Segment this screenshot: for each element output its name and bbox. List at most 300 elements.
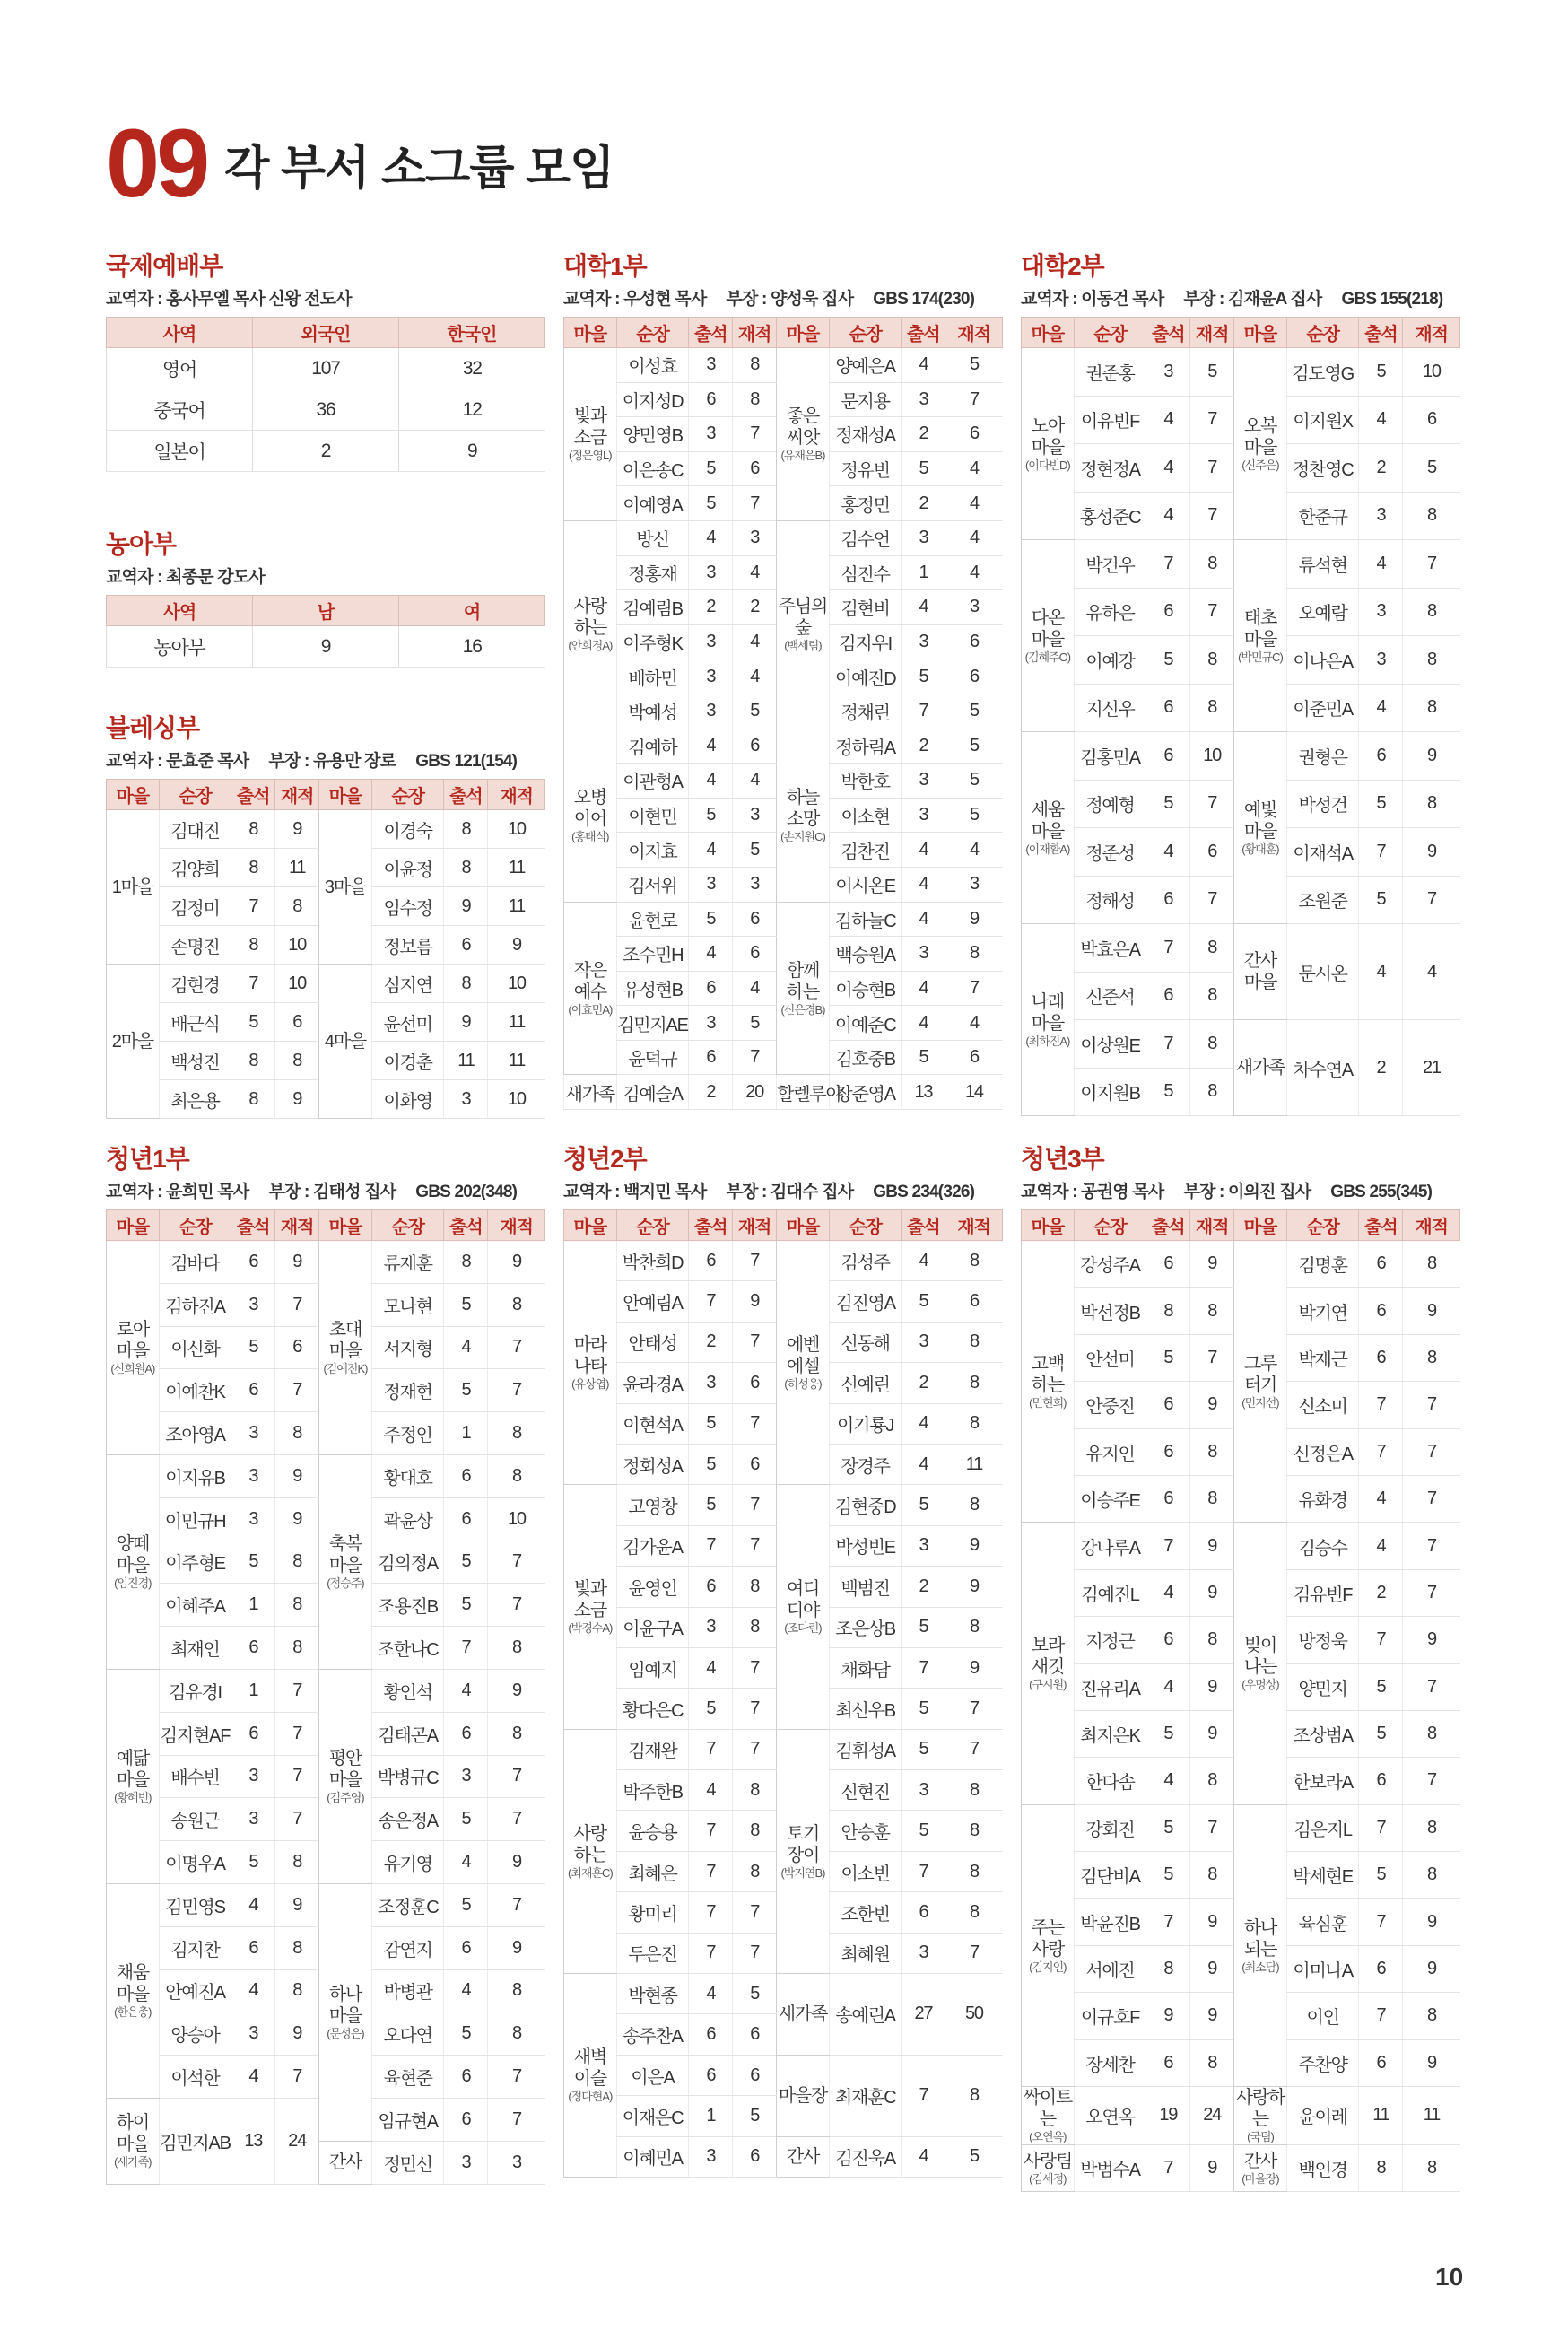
leader-name: 이현민 — [616, 798, 689, 833]
attendance-count: 6 — [689, 971, 733, 1006]
enrolled-count: 50 — [945, 1974, 1003, 2056]
enrolled-count: 11 — [488, 849, 545, 887]
village-name — [564, 1729, 617, 1973]
attendance-count: 2 — [902, 486, 945, 521]
enrolled-count: 4 — [1403, 924, 1460, 1020]
enrolled-count: 6 — [733, 729, 777, 764]
attendance-count: 5 — [1146, 1068, 1190, 1116]
village-name — [319, 810, 372, 965]
leader-name: 백승원A — [829, 937, 902, 972]
enrolled-count: 10 — [488, 965, 545, 1003]
info-item: 교역자 : 이동건 목사 — [1021, 290, 1164, 309]
attendance-count: 7 — [1359, 1993, 1403, 2039]
blessing-section — [106, 713, 545, 1119]
enrolled-count: 7 — [1403, 1382, 1460, 1428]
table-header-row — [107, 318, 545, 348]
enrolled-count: 11 — [1403, 2087, 1460, 2145]
enrolled-count: 8 — [1190, 540, 1234, 589]
attendance-count: 5 — [689, 1444, 733, 1484]
leader-name: 서지형 — [371, 1326, 444, 1369]
enrolled-count: 8 — [733, 382, 777, 417]
enrolled-count: 4 — [733, 659, 777, 694]
leader-name: 황미리 — [616, 1892, 689, 1933]
attendance-count: 4 — [444, 1326, 488, 1369]
leader-name: 이은송C — [616, 451, 689, 486]
village-leader: (민현희) — [1029, 1395, 1067, 1410]
table-row — [107, 1669, 545, 1712]
leader-name: 방정욱 — [1286, 1617, 1359, 1663]
enrolled-count: 21 — [1403, 1020, 1460, 1116]
column-header: 남 — [253, 596, 399, 626]
village-label: 에벤 에셀 — [786, 1334, 820, 1376]
enrolled-count: 10 — [488, 810, 545, 849]
enrolled-count: 8 — [945, 1485, 1003, 1525]
leader-name: 방신 — [616, 520, 689, 555]
attendance-count: 7 — [1359, 828, 1403, 877]
attendance-count: 6 — [689, 382, 733, 417]
leader-name: 류재훈 — [371, 1241, 444, 1284]
leader-name: 이민규H — [159, 1497, 231, 1541]
leader-name: 오예람 — [1286, 588, 1359, 636]
column-header: 출석 — [231, 1210, 275, 1241]
attendance-count: 6 — [444, 2056, 488, 2099]
column-header: 재적 — [1190, 1210, 1234, 1241]
attendance-count: 5 — [689, 1403, 733, 1444]
enrolled-count: 9 — [945, 1525, 1003, 1566]
village-leader: (손지원C) — [780, 829, 825, 843]
enrolled-count: 8 — [1403, 1993, 1460, 2039]
leader-name: 주찬양 — [1286, 2039, 1359, 2086]
attendance-count: 1 — [444, 1412, 488, 1455]
village-label: 간사 — [328, 2152, 362, 2173]
leader-name: 김태곤A — [371, 1712, 444, 1755]
enrolled-count: 3 — [488, 2141, 545, 2184]
leader-name: 류석현 — [1286, 540, 1359, 589]
attendance-count: 4 — [902, 902, 945, 937]
village-leader: (홍태식) — [571, 829, 609, 843]
info-item: GBS 174(230) — [873, 290, 975, 309]
leader-name: 이규호F — [1074, 1993, 1146, 2039]
leader-name: 최은용 — [159, 1080, 231, 1119]
village-name — [777, 2136, 830, 2177]
page-number: 10 — [1435, 2263, 1464, 2291]
leader-name: 김서위 — [616, 867, 689, 902]
table-row — [564, 1075, 1003, 1110]
village-label: 간사 마을 — [1243, 951, 1277, 992]
leader-name: 송주찬A — [616, 2014, 689, 2055]
table-row — [564, 520, 1003, 555]
attendance-count: 2 — [1359, 444, 1403, 493]
enrolled-count: 6 — [733, 937, 777, 972]
column-header: 재적 — [945, 318, 1003, 348]
attendance-count: 7 — [1359, 1804, 1403, 1851]
enrolled-count: 8 — [945, 1322, 1003, 1362]
leader-name: 김예하 — [616, 729, 689, 764]
leader-name: 심지연 — [371, 965, 444, 1003]
leader-name: 이유빈F — [1074, 396, 1146, 444]
enrolled-count: 5 — [1190, 348, 1234, 397]
group-table — [563, 1209, 1003, 2178]
column-header: 한국인 — [399, 318, 545, 348]
village-name — [1234, 2087, 1287, 2145]
enrolled-count: 4 — [945, 486, 1003, 521]
column-header: 마을 — [1234, 1210, 1287, 1241]
leader-name: 황다은C — [616, 1689, 689, 1729]
column-header: 마을 — [1022, 318, 1075, 348]
attendance-count: 5 — [902, 1607, 945, 1647]
village-label: 주님의 숲 — [778, 597, 828, 639]
village-label: 나래 마을 — [1031, 991, 1064, 1034]
attendance-count: 7 — [689, 1525, 733, 1566]
info-item: 교역자 : 윤희민 목사 — [106, 1183, 249, 1201]
enrolled-count: 9 — [275, 810, 319, 849]
attendance-count: 5 — [902, 451, 945, 486]
leader-name: 손명진 — [159, 926, 231, 965]
attendance-count: 8 — [231, 1042, 275, 1080]
village-name — [777, 1729, 830, 1973]
enrolled-count: 8 — [733, 1607, 777, 1647]
enrolled-count: 10 — [275, 965, 319, 1003]
column-header: 사역 — [107, 318, 253, 348]
village-leader: (문성은) — [327, 2027, 364, 2041]
info-item: GBS 255(345) — [1330, 1183, 1433, 1201]
enrolled-count: 8 — [1403, 2144, 1460, 2191]
table-cell: 2 — [689, 1075, 733, 1110]
village-label: 함께 하는 — [786, 960, 820, 1002]
village-label: 1마을 — [111, 877, 153, 897]
village-leader: (백세림) — [784, 639, 822, 653]
table-row — [564, 902, 1003, 937]
leader-name: 김찬진 — [829, 833, 902, 868]
attendance-count: 6 — [689, 1241, 733, 1281]
table-cell: 9 — [253, 626, 399, 668]
section-info — [106, 563, 545, 588]
village-label: 사랑하는 — [1235, 2088, 1285, 2130]
attendance-count: 3 — [902, 937, 945, 972]
attendance-count: 7 — [1359, 1382, 1403, 1428]
attendance-count: 5 — [689, 486, 733, 521]
enrolled-count: 9 — [1190, 1569, 1234, 1616]
table-row — [564, 1241, 1003, 1281]
enrolled-count: 8 — [733, 348, 777, 383]
enrolled-count: 8 — [275, 1541, 319, 1584]
enrolled-count: 5 — [945, 2136, 1003, 2177]
attendance-count: 6 — [689, 2055, 733, 2095]
enrolled-count: 24 — [1190, 2087, 1234, 2145]
leader-name: 이소빈 — [829, 1851, 902, 1891]
attendance-count: 3 — [902, 1525, 945, 1566]
leader-name: 한다솜 — [1074, 1758, 1146, 1804]
attendance-count: 5 — [444, 1798, 488, 1841]
village-leader: (조다린) — [784, 1621, 822, 1636]
section-title: 대학2부 — [1021, 252, 1104, 280]
table-header-row — [107, 1210, 545, 1241]
deaf-section — [106, 529, 545, 668]
leader-name: 이주형K — [616, 624, 689, 659]
attendance-count: 5 — [689, 1485, 733, 1525]
village-name — [319, 1669, 372, 1883]
attendance-count: 7 — [902, 694, 945, 729]
village-label: 평안 마을 — [328, 1749, 362, 1791]
leader-name: 이은A — [616, 2055, 689, 2095]
leader-name: 정유빈 — [829, 451, 902, 486]
enrolled-count: 9 — [1403, 2039, 1460, 2086]
leader-name: 이관형A — [616, 764, 689, 799]
section-title: 청년3부 — [1021, 1145, 1104, 1173]
attendance-count: 4 — [1146, 1569, 1190, 1616]
attendance-count: 3 — [902, 1322, 945, 1362]
attendance-count: 6 — [444, 926, 488, 965]
attendance-count: 6 — [1359, 1334, 1403, 1381]
attendance-count: 7 — [1359, 1617, 1403, 1663]
village-leader: (유재은B) — [780, 449, 825, 463]
leader-name: 박효은A — [1074, 924, 1146, 973]
leader-name: 안승훈 — [829, 1811, 902, 1851]
attendance-count: 2 — [689, 590, 733, 625]
enrolled-count: 4 — [945, 1006, 1003, 1041]
leader-name: 이나은A — [1286, 636, 1359, 685]
village-name — [107, 965, 160, 1119]
leader-name: 조한빈 — [829, 1892, 902, 1933]
attendance-count: 3 — [231, 1283, 275, 1326]
table-cell: 영어 — [107, 348, 253, 389]
leader-name: 이미나A — [1286, 1945, 1359, 1992]
village-leader: (구시원) — [1029, 1678, 1067, 1692]
attendance-count: 4 — [689, 833, 733, 868]
village-name — [564, 1241, 617, 1485]
enrolled-count: 11 — [275, 849, 319, 887]
enrolled-count: 4 — [945, 555, 1003, 590]
village-label: 태초 마을 — [1243, 607, 1277, 650]
village-name — [777, 348, 830, 521]
column-header: 마을 — [1234, 318, 1287, 348]
leader-name: 박건우 — [1074, 540, 1146, 589]
leader-name: 이예강 — [1074, 636, 1146, 685]
attendance-count: 5 — [1359, 1663, 1403, 1710]
attendance-count: 6 — [444, 2098, 488, 2141]
enrolled-count: 7 — [488, 1755, 545, 1798]
village-name — [777, 1485, 830, 1729]
attendance-count: 4 — [231, 1883, 275, 1926]
village-leader: (정은영L) — [569, 449, 612, 463]
enrolled-count: 10 — [1403, 348, 1460, 397]
leader-name: 최선우B — [829, 1689, 902, 1729]
leader-name: 정현정A — [1074, 444, 1146, 493]
attendance-count: 6 — [1146, 876, 1190, 924]
column-header: 순장 — [1286, 318, 1359, 348]
enrolled-count: 7 — [1403, 1523, 1460, 1569]
table-cell: 김예슬A — [616, 1075, 689, 1110]
attendance-count: 3 — [231, 1755, 275, 1798]
enrolled-count: 4 — [945, 520, 1003, 555]
attendance-count: 2 — [902, 417, 945, 452]
village-label: 사랑 하는 — [573, 597, 606, 639]
leader-name: 박현종 — [616, 1974, 689, 2014]
leader-name: 이혜민A — [616, 2136, 689, 2177]
leader-name: 이인 — [1286, 1993, 1359, 2039]
enrolled-count: 7 — [1190, 780, 1234, 828]
enrolled-count: 9 — [275, 1497, 319, 1541]
column-header: 외국인 — [253, 318, 399, 348]
village-leader: (황혜빈) — [114, 1791, 152, 1805]
enrolled-count: 8 — [1403, 492, 1460, 540]
attendance-count: 5 — [444, 1883, 488, 1926]
enrolled-count: 7 — [733, 1647, 777, 1688]
table-row — [107, 348, 545, 389]
column-header: 재적 — [733, 318, 777, 348]
enrolled-count: 9 — [275, 1241, 319, 1284]
leader-name: 이재은C — [616, 2096, 689, 2136]
enrolled-count: 8 — [733, 1811, 777, 1851]
table-header-row — [1022, 1210, 1460, 1241]
attendance-count: 5 — [1146, 1804, 1190, 1851]
attendance-count: 27 — [902, 1974, 945, 2056]
village-leader: (이효민A) — [568, 1002, 613, 1017]
leader-name: 김호중B — [829, 1040, 902, 1075]
enrolled-count: 9 — [1190, 1663, 1234, 1710]
attendance-count: 3 — [689, 659, 733, 694]
enrolled-count: 3 — [945, 590, 1003, 625]
attendance-count: 3 — [1146, 348, 1190, 397]
attendance-count: 3 — [902, 382, 945, 417]
attendance-count: 3 — [231, 1798, 275, 1841]
enrolled-count: 9 — [488, 1841, 545, 1884]
summary-table — [106, 317, 545, 472]
column-header: 순장 — [159, 780, 231, 810]
attendance-count: 7 — [902, 1647, 945, 1688]
group-table — [106, 1209, 545, 2185]
leader-name: 양민지 — [1286, 1663, 1359, 1710]
attendance-count: 3 — [231, 1497, 275, 1541]
village-name — [777, 729, 830, 902]
enrolled-count: 8 — [945, 1770, 1003, 1811]
leader-name: 김진욱A — [829, 2136, 902, 2177]
enrolled-count: 11 — [488, 1042, 545, 1080]
village-name — [777, 1974, 830, 2056]
enrolled-count: 5 — [1403, 444, 1460, 493]
attendance-count: 3 — [902, 764, 945, 799]
leader-name: 최재훈C — [829, 2055, 902, 2136]
leader-name: 한보라A — [1286, 1758, 1359, 1804]
leader-name: 박윤진B — [1074, 1899, 1146, 1945]
enrolled-count: 8 — [733, 1851, 777, 1891]
leader-name: 강성주A — [1074, 1241, 1146, 1288]
attendance-count: 7 — [689, 1851, 733, 1891]
leader-name: 이명우A — [159, 1841, 231, 1884]
enrolled-count: 8 — [1190, 1020, 1234, 1069]
village-name — [319, 1883, 372, 2141]
enrolled-count: 7 — [488, 1541, 545, 1584]
enrolled-count: 9 — [275, 1454, 319, 1497]
section-number: 09 — [106, 109, 207, 217]
attendance-count: 4 — [1359, 396, 1403, 444]
enrolled-count: 7 — [488, 1883, 545, 1926]
attendance-count: 5 — [231, 1541, 275, 1584]
leader-name: 이지유B — [159, 1454, 231, 1497]
enrolled-count: 7 — [733, 1040, 777, 1075]
info-item: 교역자 : 공권영 목사 — [1021, 1183, 1164, 1201]
attendance-count: 2 — [1359, 1569, 1403, 1616]
leader-name: 이예영A — [616, 486, 689, 521]
column-header: 마을 — [319, 780, 372, 810]
enrolled-count: 8 — [1190, 684, 1234, 732]
village-leader: (김세정) — [1029, 2171, 1067, 2186]
leader-name: 감연지 — [371, 1926, 444, 1969]
village-leader: (김주영) — [327, 1791, 364, 1805]
leader-name: 이기룡J — [829, 1403, 902, 1444]
info-item: 부장 : 김태성 집사 — [268, 1183, 396, 1201]
table-row — [564, 1974, 1003, 2014]
leader-name: 이지원X — [1286, 396, 1359, 444]
village-label: 새가족 — [778, 2004, 828, 2024]
village-leader: (황대훈) — [1241, 842, 1279, 856]
enrolled-count: 9 — [945, 1567, 1003, 1607]
leader-name: 김현중D — [829, 1485, 902, 1525]
attendance-count: 9 — [444, 887, 488, 926]
leader-name: 김양희 — [159, 849, 231, 887]
enrolled-count: 7 — [733, 1322, 777, 1362]
attendance-count: 7 — [689, 1892, 733, 1933]
leader-name: 유화경 — [1286, 1475, 1359, 1522]
youth3-section — [1021, 1144, 1460, 2192]
leader-name: 윤이레 — [1286, 2087, 1359, 2145]
attendance-count: 4 — [902, 1403, 945, 1444]
leader-name: 이윤구A — [616, 1607, 689, 1647]
attendance-count: 6 — [1146, 1475, 1190, 1522]
attendance-count: 3 — [689, 867, 733, 902]
section-info — [106, 1178, 545, 1202]
village-label: 사랑 하는 — [573, 1823, 606, 1865]
leader-name: 박범수A — [1074, 2144, 1146, 2191]
enrolled-count: 9 — [1403, 1617, 1460, 1663]
village-name — [564, 729, 617, 902]
info-item: 부장 : 이의진 집사 — [1183, 1183, 1311, 1201]
village-label: 여디 디야 — [786, 1579, 820, 1621]
enrolled-count: 8 — [275, 1042, 319, 1080]
attendance-count: 5 — [444, 1283, 488, 1326]
attendance-count: 5 — [689, 1689, 733, 1729]
leader-name: 백성진 — [159, 1042, 231, 1080]
table-row — [1022, 2144, 1460, 2191]
enrolled-count: 8 — [945, 1811, 1003, 1851]
village-label: 고백 하는 — [1031, 1353, 1064, 1395]
enrolled-count: 7 — [488, 2098, 545, 2141]
leader-name: 김도영G — [1286, 348, 1359, 397]
enrolled-count: 8 — [1190, 1068, 1234, 1116]
village-name — [564, 902, 617, 1075]
attendance-count: 6 — [231, 1241, 275, 1284]
attendance-count: 8 — [444, 849, 488, 887]
attendance-count: 5 — [1146, 636, 1190, 685]
enrolled-count: 8 — [945, 1607, 1003, 1647]
village-name — [1234, 1020, 1287, 1116]
leader-name: 강회진 — [1074, 1804, 1146, 1851]
enrolled-count: 7 — [488, 1798, 545, 1841]
attendance-count: 6 — [444, 1454, 488, 1497]
page-header — [106, 109, 614, 217]
enrolled-count: 7 — [1403, 540, 1460, 589]
column-header: 순장 — [1074, 1210, 1146, 1241]
table-row — [107, 810, 545, 849]
attendance-count: 7 — [1359, 1899, 1403, 1945]
enrolled-count: 8 — [488, 1627, 545, 1670]
enrolled-count: 8 — [1403, 684, 1460, 732]
section-info — [563, 1178, 1003, 1202]
leader-name: 박선정B — [1074, 1288, 1146, 1334]
enrolled-count: 6 — [275, 1003, 319, 1042]
enrolled-count: 9 — [488, 926, 545, 965]
leader-name: 안태성 — [616, 1322, 689, 1362]
